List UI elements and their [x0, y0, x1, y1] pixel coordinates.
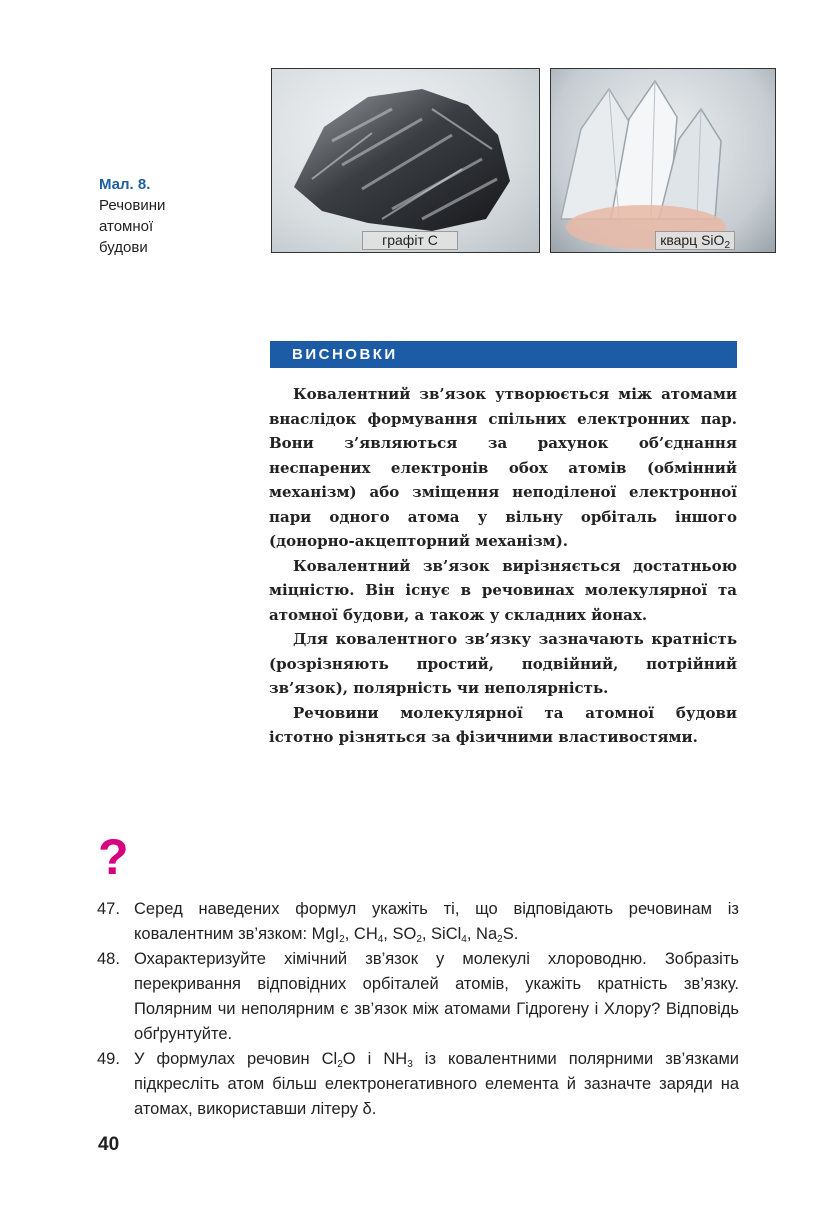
conclusion-paragraph: Для ковалентного зв’язку зазначають кратність (розрізняють простий, подвійний, потрійний зв’язок), полярність чи неполярність. [269, 630, 737, 697]
conclusion-paragraph: Ковалентний зв’язок утворюється між атомами внаслідок формування спільних електронних пар. Вони з’являються за рахунок об’єднання неспарених електронів обох атомів (обмінний механізм) або зміщення неподіленої електронної пари одного атома у вільну орбіталь іншого (донорно-акцепторний механізм). [269, 385, 737, 550]
questions-list [97, 897, 739, 1122]
graphite-photo [271, 68, 540, 253]
question-text: Серед наведених формул укажіть ті, що відповідають речовинам із ковалентним зв’язком: MgI$_2$, $CH_4$, $SO_2$, SiCl$_4$, $Na_2S$. [134, 900, 739, 945]
question-number: 48. [97, 950, 120, 968]
conclusion-paragraph: Ковалентний зв’язок вирізняється достатньою міцністю. Він існує в речовинах молекулярної та атомної будови, а також у складних йонах. [269, 556, 737, 624]
question-text: У формулах речовин $Cl_2O$ і $NH_3$ із ковалентними полярними зв’язками підкресліть атом більш електронегативного елемента й зазначте заряди на атомах, використавши літеру δ. [134, 1050, 740, 1118]
quartz-photo [550, 68, 776, 253]
page-number: 40 [98, 1134, 120, 1155]
quartz-photo-icon [551, 69, 738, 252]
figure-label: Мал. 8. [99, 176, 151, 193]
question-item [97, 897, 739, 947]
question-number: 49. [97, 1050, 120, 1068]
question-number: 47. [97, 900, 120, 918]
question-item [97, 1047, 739, 1122]
conclusions-heading: ВИСНОВКИ [270, 341, 737, 368]
graphite-label: графіт C [362, 231, 458, 250]
figure-caption [99, 174, 199, 258]
question-item [97, 947, 739, 1047]
quartz-label: кварц SiO$_2$ [655, 231, 735, 250]
figure-caption-text: Речовини атомної будови [99, 197, 166, 256]
question-mark-icon: ? [98, 829, 129, 885]
conclusion-paragraph: Речовини молекулярної та атомної будови істотно різняться за фізичними властивостями. [269, 703, 737, 746]
question-text: Охарактеризуйте хімічний зв’язок у молекулі хлороводню. Зобразіть перекривання відповідних орбіталей атомів, укажіть кратність зв’язку. Полярним чи неполярним є зв’язок між атомами Гідрогену і Хлору? Відповідь обґрунтуйте. [134, 950, 739, 1043]
conclusions-text [269, 382, 737, 750]
graphite-photo-icon [272, 69, 539, 252]
